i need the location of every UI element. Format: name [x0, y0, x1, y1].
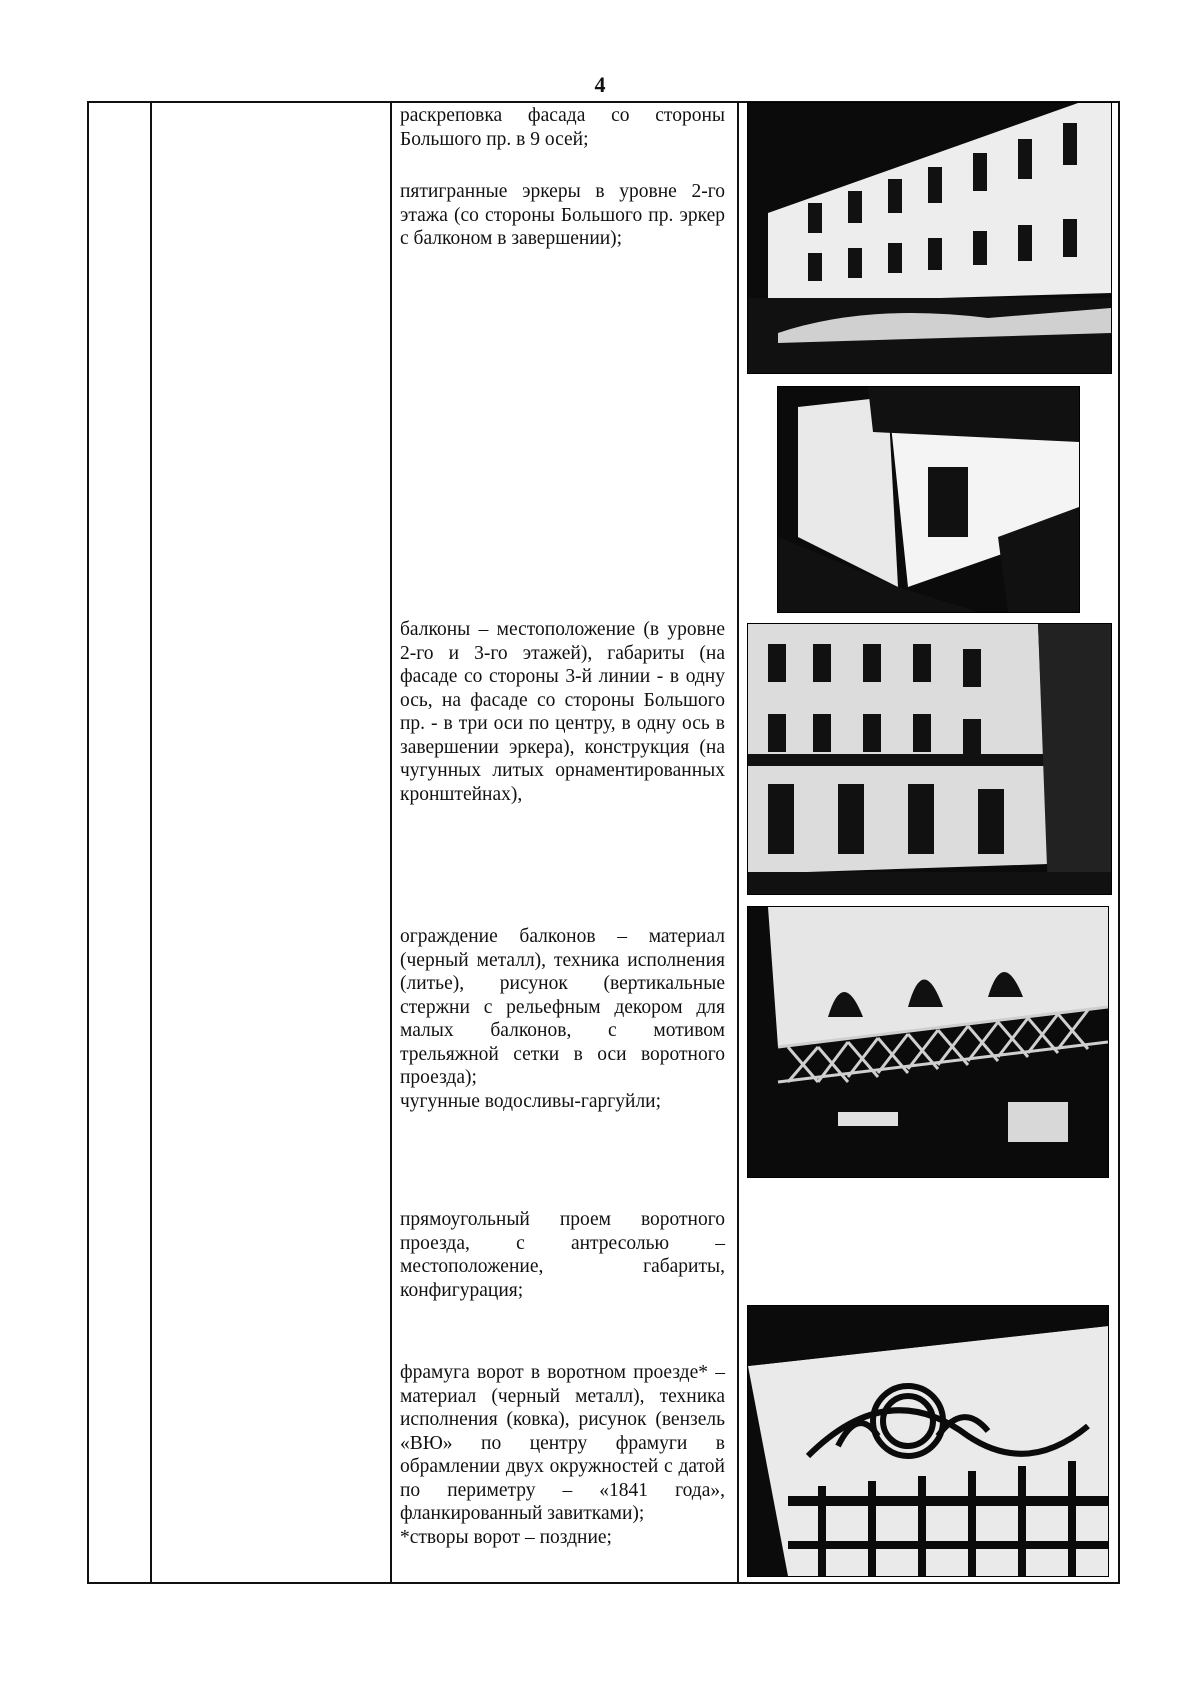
feature-item: пятигранные эркеры в уровне 2-го этажа (со стороны Большого пр. эркер с балконом в завершении);: [400, 181, 725, 249]
feature-text: [400, 925, 725, 1113]
feature-text: [400, 104, 725, 151]
feature-text: [400, 1361, 725, 1549]
feature-item: *створы ворот – поздние;: [400, 1526, 612, 1548]
column-divider: [737, 101, 739, 1584]
feature-text: [400, 1208, 725, 1302]
balcony-railing-photo: [747, 906, 1109, 1178]
facade-street-photo: [747, 102, 1112, 374]
feature-item: ограждение балконов – материал (черный металл), техника исполнения (литье), рисунок (вертикальные стержни с рельефным декором для малых балконов, с мотивом трельяжной сетки в оси воротного проезда);: [400, 926, 725, 1088]
column-divider: [150, 101, 152, 1584]
feature-text: [400, 618, 725, 806]
feature-item: фрамуга ворот в воротном проезде* – материал (черный металл), техника исполнения (ковка), рисунок (вензель «ВЮ» по центру фрамуги в обрамлении двух окружностей с датой по периметру – «1841 года», фланкированный завитками);: [400, 1362, 725, 1524]
feature-item: прямоугольный проем воротного проезда, с антресолью – местоположение, габариты, конфигурация;: [400, 1209, 725, 1301]
feature-item: балконы – местоположение (в уровне 2-го и 3-го этажей), габариты (на фасаде со стороны 3-й линии - в одну ось, на фасаде со стороны Большого пр. - в три оси по центру, в одну ось в завершении эркера), конструкция (на чугунных литых орнаментированных кронштейнах),: [400, 619, 725, 805]
feature-item: чугунные водосливы-гаргуйли;: [400, 1090, 662, 1112]
feature-item: раскреповка фасада со стороны Большого пр. в 9 осей;: [400, 105, 725, 150]
column-divider: [390, 101, 392, 1584]
courtyard-wall-photo: [777, 386, 1080, 613]
balconies-facade-photo: [747, 623, 1112, 895]
gate-transom-photo: [747, 1305, 1109, 1577]
feature-text: [400, 180, 725, 251]
page-number: 4: [594, 72, 606, 97]
